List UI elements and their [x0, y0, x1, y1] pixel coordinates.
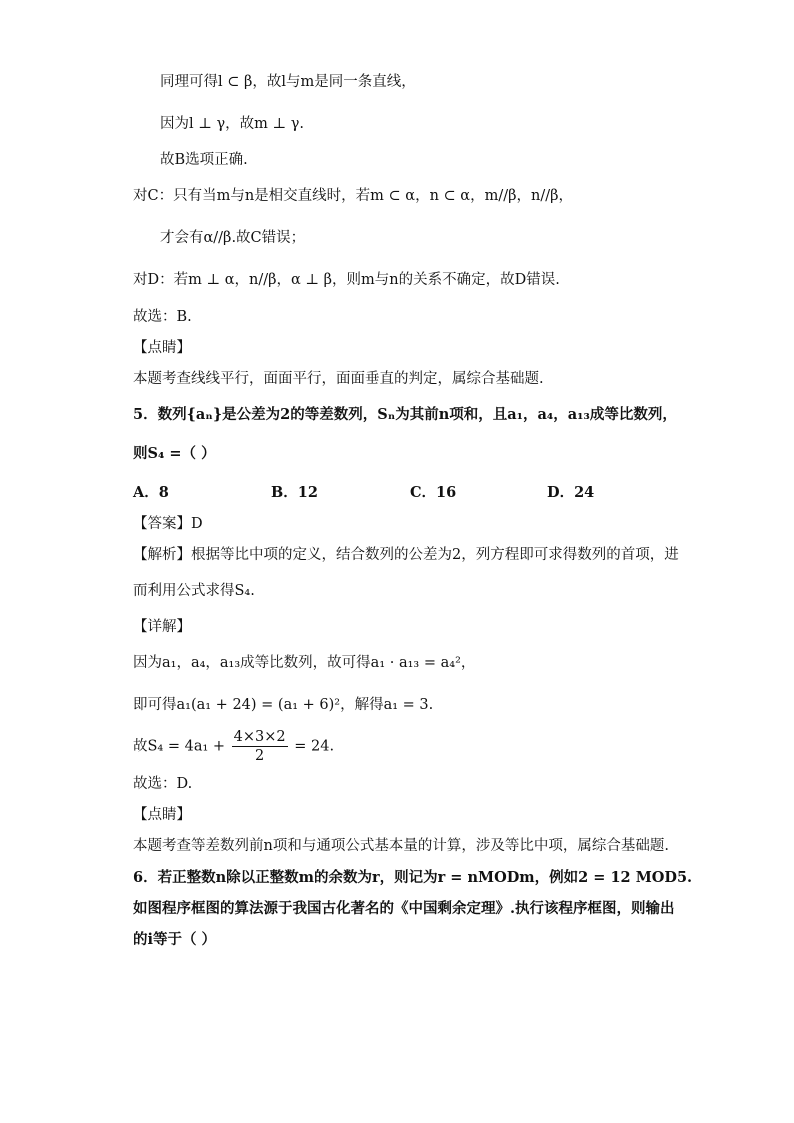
question-5-stem-continued: 则S₄ =（ ） [133, 445, 216, 462]
section-heading: 【点睛】 [133, 340, 191, 356]
text-line: 才会有α//β.故C错误； [160, 230, 306, 246]
question-6-stem-continued: 如图程序框图的算法源于我国古化著名的《中国剩余定理》.执行该程序框图，则输出 [133, 900, 675, 917]
text-line: 故B选项正确. [160, 152, 248, 168]
section-heading: 【详解】 [133, 619, 191, 635]
text-line: 对C：只有当m与n是相交直线时，若m ⊂ α，n ⊂ α，m//β，n//β， [133, 188, 573, 204]
question-5-stem: 5．数列{aₙ}是公差为2的等差数列，Sₙ为其前n项和，且a₁，a₄，a₁₃成等比数列， [133, 406, 677, 423]
option-d: D．24 [547, 484, 595, 501]
answer-choice-line: 故选：D. [133, 776, 193, 792]
solution-line: 因为a₁，a₄，a₁₃成等比数列，故可得a₁ · a₁₃ = a₄²， [133, 655, 476, 671]
solution-formula-line [133, 728, 334, 765]
question-5-options [133, 483, 593, 503]
text-line: 因为l ⊥ γ，故m ⊥ γ. [160, 116, 305, 132]
comment-text: 本题考查等差数列前n项和与通项公式基本量的计算，涉及等比中项，属综合基础题. [133, 838, 669, 854]
analysis-text: 【解析】根据等比中项的定义，结合数列的公差为2，列方程即可求得数列的首项，进 [133, 547, 679, 563]
text-line: 对D：若m ⊥ α，n//β，α ⊥ β，则m与n的关系不确定，故D错误. [133, 272, 560, 288]
question-6-stem-end: 的i等于（ ） [133, 931, 217, 948]
question-6-stem: 6．若正整数n除以正整数m的余数为r，则记为r = nMODm，例如2 = 12 MOD5. [133, 869, 693, 886]
fraction-numerator: 4×3×2 [233, 729, 286, 745]
analysis-text-continued: 而利用公式求得S₄. [133, 583, 255, 599]
formula-suffix: = 24. [294, 738, 335, 755]
text-line: 同理可得l ⊂ β，故l与m是同一条直线， [160, 74, 416, 90]
answer-label: 【答案】D [133, 516, 203, 532]
comment-text: 本题考查线线平行，面面平行，面面垂直的判定，属综合基础题. [133, 371, 544, 387]
fraction [232, 728, 288, 765]
answer-choice-line: 故选：B. [133, 309, 192, 325]
option-b: B．12 [271, 484, 318, 501]
section-heading: 【点睛】 [133, 807, 191, 823]
option-a: A．8 [133, 484, 169, 501]
formula-prefix: 故S₄ = 4a₁ + [133, 738, 226, 755]
option-c: C．16 [410, 484, 457, 501]
fraction-denominator: 2 [255, 748, 265, 764]
solution-line: 即可得a₁(a₁ + 24) = (a₁ + 6)²，解得a₁ = 3. [133, 697, 434, 713]
